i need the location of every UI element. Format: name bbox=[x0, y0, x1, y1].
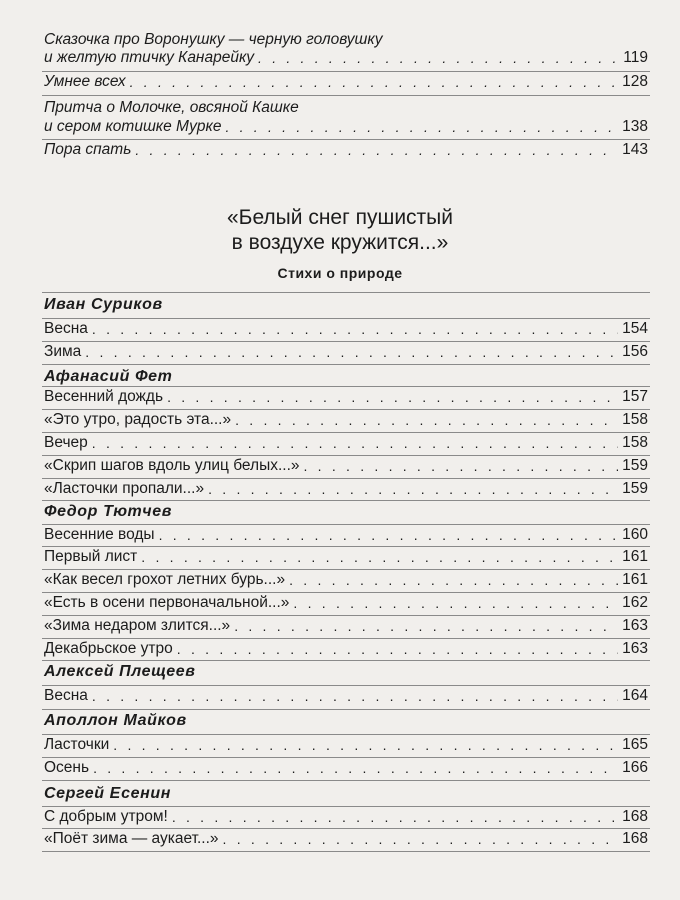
toc-entry[interactable] bbox=[44, 432, 648, 452]
page-number: 168 bbox=[622, 808, 648, 825]
toc-entry[interactable] bbox=[44, 734, 648, 754]
toc-entry-title: «Есть в осени первоначальной...» bbox=[44, 594, 290, 611]
divider bbox=[42, 95, 650, 96]
toc-entry[interactable] bbox=[44, 47, 648, 67]
toc-entry-title: «Ласточки пропали...» bbox=[44, 480, 205, 497]
dot-leader bbox=[92, 434, 618, 452]
divider bbox=[42, 660, 650, 661]
toc-entry-title: Весенний дождь bbox=[44, 388, 164, 405]
toc-entry-title: С добрым утром! bbox=[44, 808, 168, 825]
dot-leader bbox=[92, 320, 618, 338]
divider bbox=[42, 709, 650, 710]
page-number: 161 bbox=[622, 548, 648, 565]
toc-entry-title: Декабрьское утро bbox=[44, 640, 173, 657]
dot-leader bbox=[234, 617, 618, 635]
dot-leader bbox=[130, 73, 619, 91]
toc-entry[interactable] bbox=[44, 139, 648, 159]
section-subtitle: Стихи о природе bbox=[277, 265, 403, 281]
dot-leader bbox=[135, 141, 618, 159]
dot-leader bbox=[177, 640, 618, 658]
page-number: 119 bbox=[623, 49, 648, 66]
page-number: 158 bbox=[622, 411, 648, 428]
toc-entry-title: Первый лист bbox=[44, 548, 138, 565]
page-number: 164 bbox=[622, 687, 648, 704]
toc-entry-title: Зима bbox=[44, 343, 82, 360]
page-number: 159 bbox=[622, 457, 648, 474]
toc-entry-title: «Поёт зима — аукает...» bbox=[44, 830, 219, 847]
toc-entry[interactable] bbox=[44, 386, 648, 406]
toc-entry[interactable] bbox=[44, 546, 648, 566]
toc-entry[interactable] bbox=[44, 592, 648, 612]
page-number: 165 bbox=[622, 736, 648, 753]
dot-leader bbox=[141, 548, 618, 566]
toc-entry-line: Притча о Молочке, овсяной Кашке bbox=[44, 99, 299, 116]
author-name: Иван Суриков bbox=[44, 296, 163, 313]
page-number: 159 bbox=[622, 480, 648, 497]
page-number: 168 bbox=[622, 830, 648, 847]
toc-entry-title: Весна bbox=[44, 320, 88, 337]
toc-entry-title: «Как весел грохот летних бурь...» bbox=[44, 571, 286, 588]
page-number: 143 bbox=[622, 141, 648, 158]
dot-leader bbox=[93, 759, 618, 777]
toc-entry[interactable] bbox=[44, 828, 648, 848]
section-title-line1: «Белый снег пушистый bbox=[226, 206, 454, 229]
dot-leader bbox=[85, 343, 618, 361]
toc-entry[interactable] bbox=[44, 409, 648, 429]
page-number: 156 bbox=[622, 343, 648, 360]
toc-entry[interactable] bbox=[44, 524, 648, 544]
page-number: 154 bbox=[622, 320, 648, 337]
toc-entry[interactable] bbox=[44, 806, 648, 826]
toc-entry[interactable] bbox=[44, 757, 648, 777]
toc-entry[interactable] bbox=[44, 455, 648, 475]
toc-entry[interactable] bbox=[44, 116, 648, 136]
dot-leader bbox=[223, 830, 619, 848]
toc-entry-title: Ласточки bbox=[44, 736, 110, 753]
section-title-line2: в воздухе кружится...» bbox=[231, 231, 449, 254]
page-number: 158 bbox=[622, 434, 648, 451]
page-number: 157 bbox=[622, 388, 648, 405]
toc-entry-title: «Скрип шагов вдоль улиц белых...» bbox=[44, 457, 300, 474]
divider bbox=[42, 780, 650, 781]
toc-entry[interactable] bbox=[44, 615, 648, 635]
toc-entry[interactable] bbox=[44, 341, 648, 361]
page-number: 161 bbox=[622, 571, 648, 588]
toc-entry-title: Умнее всех bbox=[44, 73, 126, 90]
dot-leader bbox=[258, 49, 619, 67]
dot-leader bbox=[289, 571, 618, 589]
author-name: Алексей Плещеев bbox=[44, 663, 196, 680]
dot-leader bbox=[167, 388, 618, 406]
toc-entry-title: Пора спать bbox=[44, 141, 132, 158]
divider bbox=[42, 851, 650, 852]
page-number: 128 bbox=[622, 73, 648, 90]
toc-entry-title: Весенние воды bbox=[44, 526, 155, 543]
toc-entry[interactable] bbox=[44, 685, 648, 705]
dot-leader bbox=[172, 808, 618, 826]
page-number: 163 bbox=[622, 640, 648, 657]
toc-entry-title: «Зима недаром злится...» bbox=[44, 617, 231, 634]
dot-leader bbox=[92, 687, 618, 705]
toc-entry-title: Вечер bbox=[44, 434, 88, 451]
toc-entry-title: и сером котишке Мурке bbox=[44, 118, 222, 135]
page-number: 138 bbox=[622, 118, 648, 135]
author-name: Аполлон Майков bbox=[44, 712, 187, 729]
dot-leader bbox=[159, 526, 619, 544]
divider bbox=[42, 364, 650, 365]
toc-entry[interactable] bbox=[44, 71, 648, 91]
toc-entry[interactable] bbox=[44, 569, 648, 589]
divider bbox=[42, 292, 650, 293]
toc-entry-title: и желтую птичку Канарейку bbox=[44, 49, 255, 66]
toc-entry[interactable] bbox=[44, 478, 648, 498]
author-name: Сергей Есенин bbox=[44, 785, 172, 802]
dot-leader bbox=[225, 118, 618, 136]
dot-leader bbox=[113, 736, 618, 754]
toc-entry[interactable] bbox=[44, 638, 648, 658]
author-name: Федор Тютчев bbox=[44, 503, 172, 520]
toc-entry-title: Весна bbox=[44, 687, 88, 704]
page-number: 162 bbox=[622, 594, 648, 611]
page-number: 163 bbox=[622, 617, 648, 634]
toc-entry-title: Осень bbox=[44, 759, 90, 776]
page-number: 166 bbox=[622, 759, 648, 776]
dot-leader bbox=[293, 594, 618, 612]
dot-leader bbox=[235, 411, 618, 429]
author-name: Афанасий Фет bbox=[44, 368, 173, 385]
dot-leader bbox=[304, 457, 619, 475]
toc-entry[interactable] bbox=[44, 318, 648, 338]
dot-leader bbox=[208, 480, 618, 498]
divider bbox=[42, 500, 650, 501]
toc-entry-title: «Это утро, радость эта...» bbox=[44, 411, 232, 428]
toc-entry-line: Сказочка про Воронушку — черную головушку bbox=[44, 31, 383, 48]
page-number: 160 bbox=[622, 526, 648, 543]
